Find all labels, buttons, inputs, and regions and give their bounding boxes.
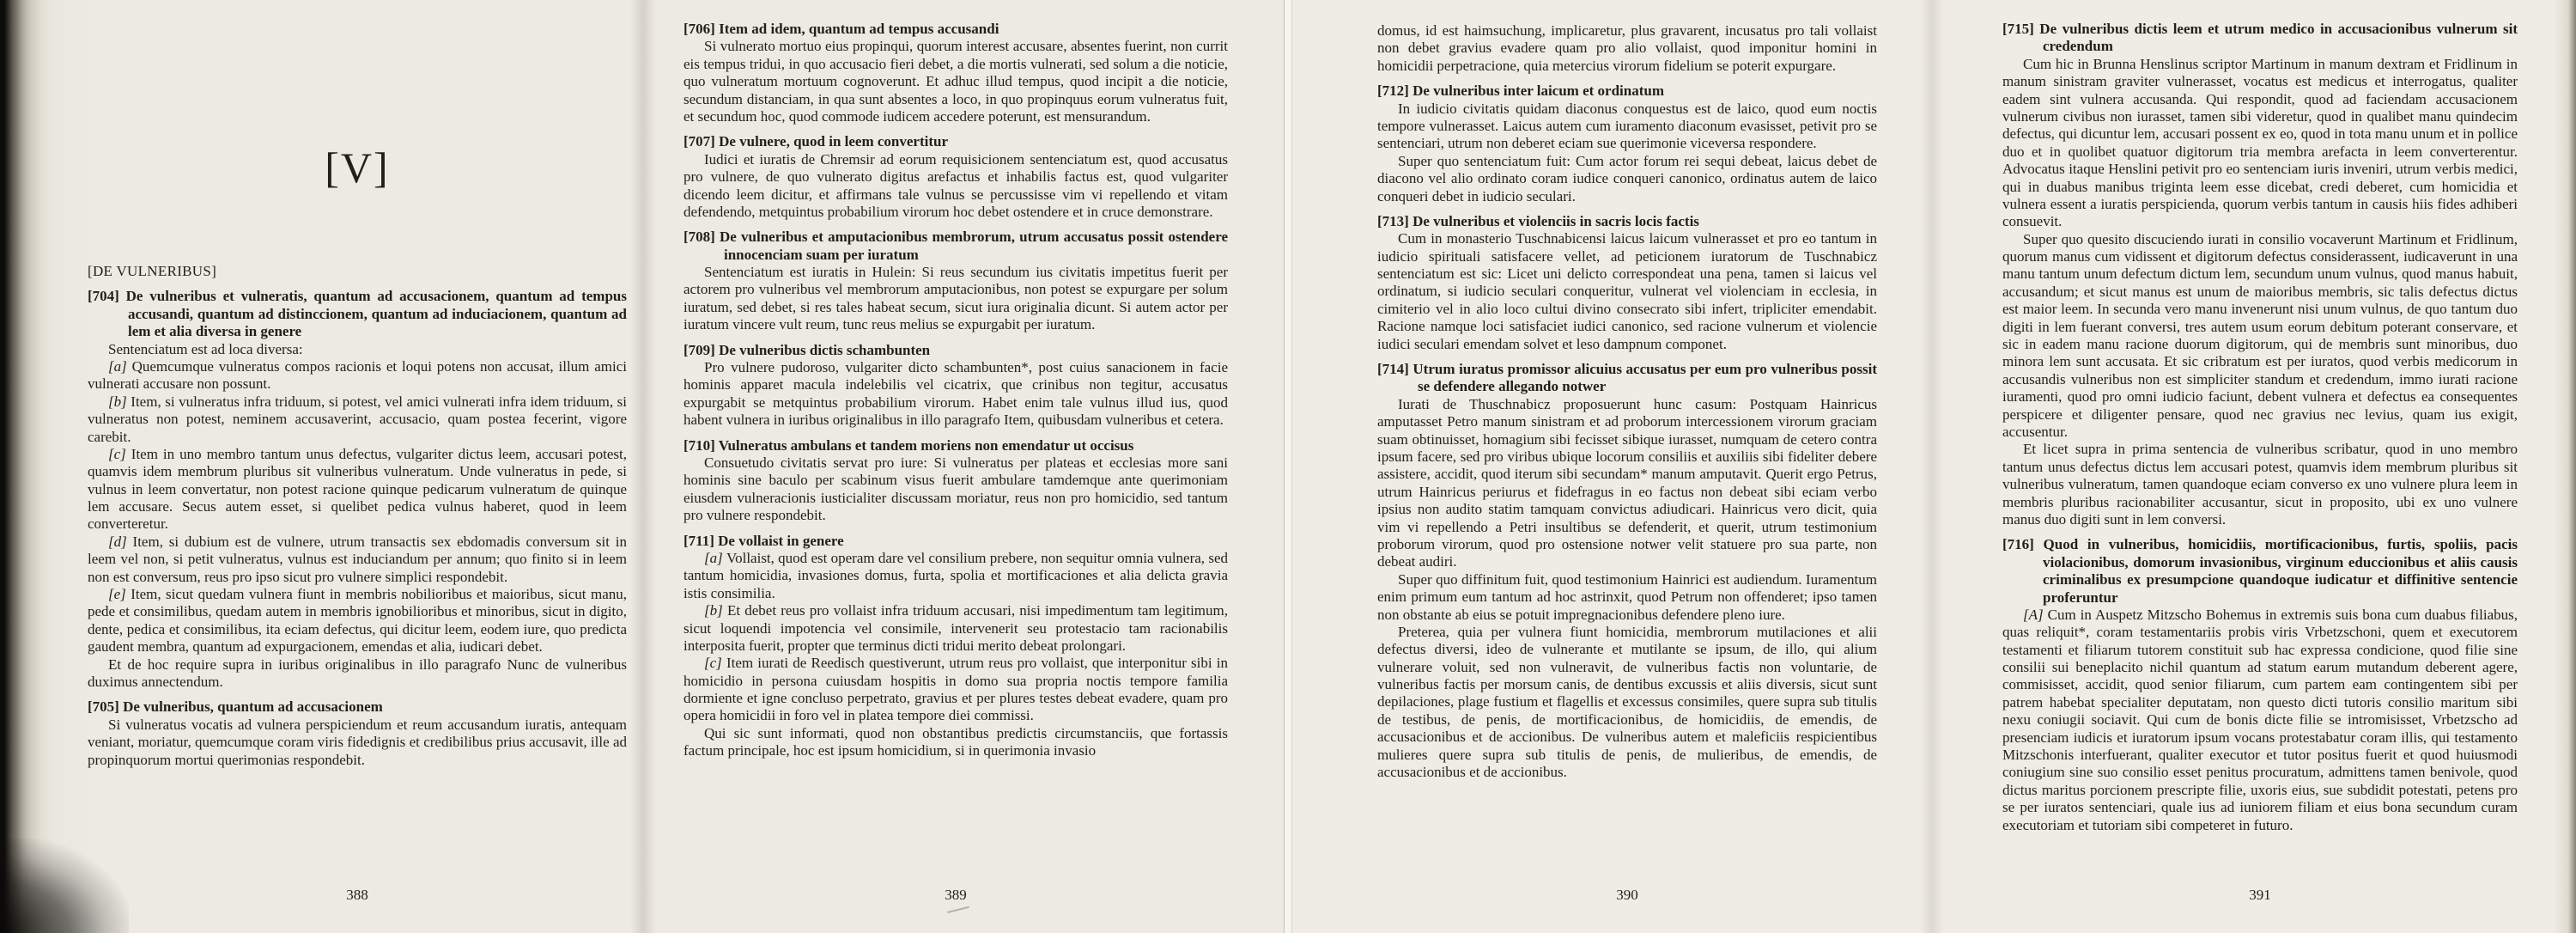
- section: [1377, 361, 1877, 781]
- paragraph: In iudicio civitatis quidam diaconus conquestus est de laico, quod eum noctis tempore vulnerasset. Laicus autem cum iuramento diaconum evasisset, petivit pro se sentenciari, utrum non deberet eciam sue querimonie viceversa respondere.: [1377, 100, 1877, 152]
- paragraph-label: [a]: [108, 357, 132, 375]
- section-heading: [714] Utrum iuratus promissor alicuius accusatus per eum pro vulneribus possit se defendere allegando notwer: [1377, 361, 1877, 395]
- paragraph: [c] Item iurati de Reedisch questiverunt, utrum reus pro vollaist, que interponitur sibi in homicidio in persona cuiusdam hospitis in domo sua propria noctis tempore familia dormiente et igne concluso perpetrato, gravius et per plures testes debeat evadere, quam pro opera homicidii in foro vel in platea tempore diei commissi.: [683, 655, 1228, 724]
- section-heading: [706] Item ad idem, quantum ad tempus accusandi: [683, 21, 999, 37]
- paragraph: Qui sic sunt informati, quod non obstantibus predictis circumstanciis, que fortassis factum principale, hoc est ipsum homicidium, si in querimonia invasio: [683, 724, 1228, 759]
- section-heading: [708] De vulneribus et amputacionibus membrorum, utrum accusatus possit ostendere innocenciam suam per iuratum: [683, 229, 1228, 263]
- paragraph: Cum hic in Brunna Henslinus scriptor Martinum in manum dextram et Fridlinum in manum sinistram graviter vulnerasset, vocatus est medicus et interrogatus, qualiter eadem sint vulnera accusanda. Qui respondit, quod ad faciendam accusacionem vulnerum civibus non iurasset, tamen sibi videretur, quod in qualibet manu quindecim defectus, qui dicuntur lem, accusari possent ex eo, quod in tota manu unum et in pollice duo et in quolibet quatuor digitorum tria membra arefacta in leem converterentur. Advocatus itaque Henslini petivit pro eo sentenciam iuris inveniri, utrum verbis medici, qui in duabus manibus triginta leem esse dicebat, credi deberet, cum homicidia et vulnera essent a iuratis perspicienda, quorum verbis tantum in causis hiis fides adhiberi consuevit.: [2002, 55, 2518, 230]
- section: [683, 21, 1228, 125]
- paragraph: Sentenciatum est ad loca diversa:: [108, 340, 303, 357]
- section-heading: [704] De vulneribus et vulneratis, quantum ad accusacionem, quantum ad tempus accusandi, quantum ad distinccionem, quantum ad induciacionem, quantum ad lem et alia diversa in genere: [88, 288, 627, 340]
- page-number-390: 390: [1616, 887, 1638, 903]
- section: [683, 533, 1228, 760]
- section: [1377, 82, 1877, 205]
- section: [88, 698, 627, 769]
- paragraph: Si vulnerato mortuo eius propinqui, quorum interest accusare, absentes fuerint, non currit eis tempus tridui, in quo accusacio fieri debet, a die mortis vulnerati, sed solum a die noticie, quo vulneratum mortuum cognoverunt. Et adhuc illud tempus, quod incipit a die noticie, secundum distanciam, in qua sunt absentes a loco, in quo propinquus eorum vulneratus fuit, et secundum hoc, quod commode iudicem accedere poterunt, est mensurandum.: [683, 38, 1228, 125]
- paragraph: Et licet supra in prima sentencia de vulneribus scribatur, quod in uno membro tantum unus defectus dictus lem accusari potest, quamvis idem membrum pluribus sit vulneribus vulneratum, tamen quandoque eciam converso ex uno vulnere plura leem in membris pluribus racionabiliter accusantur, sicut in proposito, ubi ex uno vulnere manus duo digiti sunt in lem conversi.: [2002, 441, 2518, 527]
- paragraph: [b] Item, si vulneratus infra triduum, si potest, vel amici vulnerati infra idem triduum, si vulneratus non potest, neminem accusaverint, accusacio, quam postea fecerint, vigore carebit.: [88, 393, 627, 445]
- page-content-388: [88, 143, 628, 769]
- paragraph-label: [e]: [108, 586, 131, 603]
- paragraph: [e] Item, sicut quedam vulnera fiunt in membris nobilioribus et maioribus, sicut manu, pede et consimilibus, quedam autem in membris ignobilioribus et minoribus, sicut in digito, dente, pedica et consimilibus, ita eciam defectus, qui dicitur leem, eodem iure, quo predicta gaudent membra, quantum ad expurgacionem, emendas et alia, iudicari debet.: [88, 586, 627, 656]
- paragraph: Iudici et iuratis de Chremsir ad eorum requisicionem sentenciatum est, quod accusatus pro vulnere, de quo vulnerato digitus arefactus et inhabilis factus est, quod vulgariter dicendo leem dicitur, et affirmans tale vulnus se percussisse vim vi repellendo et vitam defendendo, metquintus probabilium virorum hoc debet ostendere et in cruce demonstrare.: [683, 150, 1228, 220]
- section-heading: [710] Vulneratus ambulans et tandem moriens non emendatur ut occisus: [683, 436, 1134, 454]
- paragraph: [b] Et debet reus pro vollaist infra triduum accusari, nisi impedimentum tam legitimum, sicut loquendi impotencia vel consimile, intervenerit seu protestacio tam racionabilis interposita fuerit, propter que terminus dicti tridui merito debeat prolongari.: [683, 602, 1229, 654]
- section-heading: [709] De vulneribus dictis schambunten: [683, 341, 931, 358]
- paragraph: [d] Item, si dubium est de vulnere, utrum transactis sex ebdomadis conversum sit in leem vel non, si petit vulneratus, vulnus est induciandum per annum; quo finito si in leem non est conversum, reus pro ipso sicut pro vulnere simplici respondebit.: [88, 533, 628, 585]
- paragraph: Si vulneratus vocatis ad vulnera perspiciendum et reum accusandum iuratis, antequam veniant, moriatur, quemcumque coram viris fidedignis et credibilibus prius accusavit, ille ad propinquorum mortui querimonias respondebit.: [88, 716, 627, 768]
- page-content-390: [1377, 0, 1877, 781]
- paragraph-label: [d]: [108, 533, 133, 550]
- section-heading: [712] De vulneribus inter laicum et ordinatum: [1377, 82, 1665, 100]
- page-content-391: [2002, 0, 2518, 834]
- paragraph-label: [A]: [2023, 606, 2048, 623]
- page-388: [0, 0, 644, 933]
- paragraph: Cum in monasterio Tuschnabicensi laicus laicum vulnerasset et pro eo tantum in iudicio spirituali satisfacere vellet, ad peticionem iuratorum de Tuschnabicz sentenciatum est sic: Licet uni delicto correspondeat una pena, tamen si laicus vel ordinatum, si iudicio seculari conqueritur, vulnerat vel violenciam in ecclesia, in cimiterio vel in alio loco cultui divino consecrato sibi infert, tripliciter emendabit. Racione namque loci satisfaciet iudici canonico, sed racione vulnerum et violencie iudici seculari emendam solvet et leso dampnum componet.: [1377, 230, 1877, 352]
- paragraph: Super quo diffinitum fuit, quod testimonium Hainrici est audiendum. Iuramentum enim primum eum tantum ad hoc astrinxit, quod Petrum non offenderet; ipso tamen non obstante ab eius se potuit impregnacionibus defendere pleno iure.: [1377, 570, 1877, 623]
- section-heading: [715] De vulneribus dictis leem et utrum medico in accusacionibus vulnerum sit credendum: [2002, 21, 2518, 55]
- section: [2002, 21, 2518, 528]
- section: [2002, 536, 2518, 834]
- paragraph-label: [c]: [704, 655, 726, 672]
- paragraph: Super quo sentenciatum fuit: Cum actor forum rei sequi debeat, laicus debet de diacono vel alio ordinato coram iudice conqueri canonico, ordinatus autem de laico conqueri debet in iudicio seculari.: [1377, 152, 1877, 204]
- paragraph: Iurati de Thuschnabicz proposuerunt hunc casum: Postquam Hainricus amputasset Petro manum sinistram et ad proborum intercessionem virorum graciam suam obtinuisset, homagium sibi fecisset sibique iurasset, numquam de cetero contra ipsum facere, sed pro viribus ubique locorum consiliis et auxiliis sibi fideliter debere assistere, accidit, quod iterum sibi secundam* manum amputavit. Querit ergo Petrus, utrum Hainricus periurus et fidefragus in eo factus non debeat sibi eciam verbo ipsius non audito statim tamquam convictus adiudicari. Hainricus vero dicit, quia vim vi repellendo a Petri insultibus se defenderit, et querit, utrum testimonium proborum virorum, quod pro ostensione notwer velit statuere pro sua parte, non debeat audiri.: [1377, 395, 1877, 570]
- chapter-numeral: [V]: [325, 143, 390, 192]
- paragraph: Sentenciatum est iuratis in Hulein: Si reus secundum ius civitatis impetitus fuerit per actorem pro vulneribus vel membrorum amputacionibus, non potest se expurgare per solum iuratum, sed debet, si res tales habeat secum, sicut iura originalia dicunt. Si autem actor per iuratum vincere vult reum, tunc reus melius se expurgabit per iuratum.: [683, 264, 1228, 333]
- paragraph: Pro vulnere pudoroso, vulgariter dicto schambunten*, post cuius sanacionem in facie hominis apparet macula indelebilis vel cicatrix, que crinibus non tegitur, accusatus expurgabit se metquintus probabilium virorum. Habet enim tale vulnus illud ius, quod habent vulnera in iuribus originalibus in illo paragrafo Item, quibusdam vulneribus et cetera.: [683, 359, 1228, 429]
- paragraph-label: [c]: [108, 445, 131, 462]
- section-heading: [711] De vollaist in genere: [683, 532, 844, 549]
- section: [683, 133, 1228, 221]
- page-number-389: 389: [945, 887, 967, 903]
- section-heading: [705] De vulneribus, quantum ad accusacionem: [88, 698, 383, 716]
- section: [683, 342, 1228, 430]
- paragraph: [A] Cum in Auspetz Mitzscho Bohemus in extremis suis bona cum duabus filiabus, quas reliquit*, coram testamentariis probis viris Vrbetzschoni, quem et executorem testamenti et filiarum tutorem constituit sub hac expressa condicione, quod filie sine consilii sui beneplacito nichil quantum ad statum earum mutandum deberent agere, commisisset, accidit, quod senior filiarum, cum partem eam contingentem sibi per patrem habebat specialiter deputatam, non questo dicti tutoris consilio maritum sibi nexu coniugii sociavit. Qui cum de bonis dicte filie se intromisisset, Vrbetzscho ad presenciam iudicis et iuratorum ipsum vocans protestabatur coram illis, qui testamento Mitzschonis interfuerant, qualiter executor et tutor positus fuerit et quod huiusmodi coniugium sine suo consilio esset penitus procuratum, admittens tamen benivole, quod dictus maritus porcionem prescripte filie, uxoris eius, sue subdidit potestati, petens pro se per iuratos sentenciari, quale ius ad iuniorem filiam et eius bona secundum curam executoriam et tutoriam sibi competeret in futuro.: [2002, 606, 2518, 833]
- chapter-title: [DE VULNERIBUS]: [88, 263, 217, 279]
- paragraph: Preterea, quia per vulnera fiunt homicidia, membrorum mutilaciones et alii defectus diversi, ideo de vulnerante et mutilante se ipsum, de illo, qui alium vulnerare voluit, sed non vulneravit, de vulneribus factis non voluntarie, de vulneribus factis per morsum canis, de dentibus excussis et aliis diversis, sicut sunt depilaciones, plage fustium et flagellis et excessus consimiles, quere supra sub titulis de testibus, de penis, de mortificacionibus, de homicidiis, de emendis, de accusacionibus et de accionibus. De vulneribus autem et maleficiis respicientibus mulieres quere supra sub titulis de penis, de mulieribus, de emendis, de accusacionibus et de accionibus.: [1377, 623, 1877, 781]
- paragraph-label: [b]: [108, 393, 131, 410]
- paragraph: domus, id est haimsuchung, implicaretur, plus gravarent, incusatus pro tali vollaist non debet gravius evadere quam pro alio vollaist, quod imponitur homini in homicidii perpetracione, quia metercius virorum fidelium se poterit expurgare.: [1377, 22, 1877, 74]
- page-390: [1288, 0, 1932, 933]
- section-heading: [707] De vulnere, quod in leem convertitur: [683, 133, 949, 150]
- section: [88, 288, 627, 691]
- section-heading: [713] De vulneribus et violenciis in sacris locis factis: [1377, 212, 1699, 229]
- page-content-389: [683, 0, 1228, 760]
- paragraph-label: [a]: [704, 549, 727, 566]
- paragraph: Consuetudo civitatis servat pro iure: Si vulneratus per plateas et ecclesias more sani hominis sine baculo per scabinum visus fuerit ambulare tamdemque ante querimoniam eiusdem vulneracionis iusticialiter discussam moriatur, reus non pro homicidio, sed tantum pro vulnere respondebit.: [683, 454, 1228, 524]
- page-number-391: 391: [2249, 887, 2271, 903]
- section: [683, 437, 1228, 525]
- section: [683, 229, 1228, 333]
- page-389: [644, 0, 1288, 933]
- paragraph-label: [b]: [704, 602, 727, 619]
- paragraph: [a] Quemcumque vulneratus compos racionis et loqui potens non accusat, illum amici vulnerati accusare non possunt.: [88, 357, 627, 393]
- section: [1377, 213, 1877, 353]
- section-heading: [716] Quod in vulneribus, homicidiis, mortificacionibus, furtis, spoliis, pacis violacionibus, domorum invasionibus, virginum educcionibus et aliis causis criminalibus ex presumpcione quandoque iudicatur et diffinitive sentencie proferuntur: [2002, 536, 2518, 606]
- page-391: [1932, 0, 2576, 933]
- paragraph: Et de hoc require supra in iuribus originalibus in illo paragrafo Nunc de vulneribus duximus annectendum.: [88, 656, 627, 690]
- section: [1377, 22, 1877, 75]
- paragraph: [c] Item in uno membro tantum unus defectus, vulgariter dictus leem, accusari potest, quamvis idem membrum pluribus sit vulneribus vulneratum. Unde vulneratus in pede, si vulnus in leem convertatur, non potest racione quinque pedicarum vulneratum de quinque lem accusare. Secus autem esset, si quelibet pedica vulnus haberet, quod in leem converteretur.: [88, 445, 627, 533]
- paragraph: [a] Vollaist, quod est operam dare vel consilium prebere, non sequitur omnia vulnera, sed tantum homicidia, invasiones domus, furta, spolia et mortificaciones et alia delicta gravia istis consimilia.: [683, 549, 1228, 601]
- paragraph: Super quo quesito discuciendo iurati in consilio vocaverunt Martinum et Fridlinum, quorum manus cum vidissent et digitorum defectus considerassent, iudicaverunt in una manu tantum unum defectum dictum lem, secundum unum vulnus, quod manus habuit, accusandum; et sicut manus est unum de maioribus membris, sic talis defectus dictus est maior leem. In secunda vero manu invenerunt nisi unum vulnus, de quo tantum duo digiti in lem fuerant conversi, tres autem usum eorum debitum poterant conservare, et sic in eadem manu racione duorum digitorum, qui de membris sunt minoribus, duo minora lem sunt accusata. Et sic cribratum est per iuratos, quod verbis medicorum in accusandis vulneribus non est simpliciter standum et credendum, immo iurati racione iuramenti, quod pro omni iudicio faciunt, debent vulnera et defectus ea consequentes perspicere et diligenter pensare, quod nec gravius nec levius, quam ius exigit, accusentur.: [2002, 230, 2518, 440]
- page-number-388: 388: [346, 887, 368, 903]
